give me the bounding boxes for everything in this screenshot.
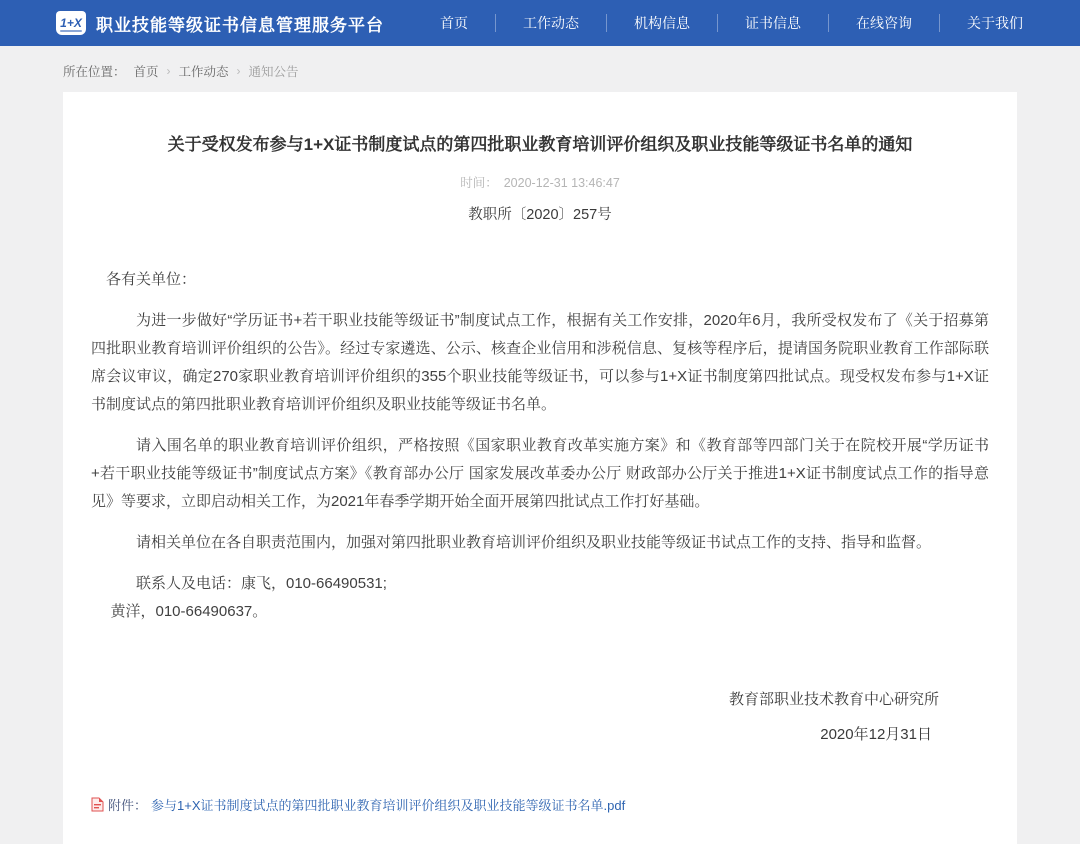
time-value: 2020-12-31 13:46:47 xyxy=(503,176,620,190)
nav-item-cert-info[interactable]: 证书信息 xyxy=(718,14,829,32)
breadcrumb-item-work-news[interactable]: 工作动态 xyxy=(178,65,229,79)
contact-line: 黄洋，010-66490637。 xyxy=(110,603,268,620)
site-title: 职业技能等级证书信息管理服务平台 xyxy=(96,15,384,35)
book-1x-logo-icon: 1+X xyxy=(56,11,86,35)
paragraph: 请入围名单的职业教育培训评价组织，严格按照《国家职业教育改革实施方案》和《教育部等四部门关于在院校开展“学历证书+若干职业技能等级证书”制度试点方案》《教育部办公厅 国家发展改革委办公厅 财政部办公厅关于推进1+X证书制度试点工作的指导意见》等要求，立即启动相关工作，为2021年春季学期开始全面开展第四批试点工作打好基础。 xyxy=(91,437,989,510)
attachment-link[interactable]: 参与1+X证书制度试点的第四批职业教育培训评价组织及职业技能等级证书名单.pdf xyxy=(151,798,626,813)
salutation: 各有关单位： xyxy=(106,271,197,288)
breadcrumb xyxy=(63,46,1017,92)
article-card xyxy=(63,92,1017,844)
chevron-right-icon: › xyxy=(236,64,241,78)
nav-item-online-consult[interactable]: 在线咨询 xyxy=(829,14,940,32)
article-title: 关于受权发布参与1+X证书制度试点的第四批职业教育培训评价组织及职业技能等级证书名单的通知 xyxy=(167,135,913,154)
nav-item-about-us[interactable]: 关于我们 xyxy=(967,15,1023,31)
document-number: 教职所〔2020〕257号 xyxy=(468,207,612,223)
signature-org: 教育部职业技术教育中心研究所 xyxy=(728,691,939,708)
article-body xyxy=(91,266,989,626)
breadcrumb-item-home[interactable]: 首页 xyxy=(133,65,159,79)
paragraph: 为进一步做好“学历证书+若干职业技能等级证书”制度试点工作，根据有关工作安排，2020年6月，我所受权发布了《关于招募第四批职业教育培训评价组织的公告》。经过专家遴选、公示、核查企业信用和涉税信息、复核等程序后，提请国务院职业教育工作部际联席会议审议，确定270家职业教育培训评价组织的355个职业技能等级证书，可以参与1+X证书制度第四批试点。现受权发布参与1+X证书制度试点的第四批职业教育培训评价组织及职业技能等级证书名单。 xyxy=(91,312,989,413)
time-label: 时间： xyxy=(460,176,498,190)
contact-line: 联系人及电话：康飞，010-66490531; xyxy=(136,575,387,592)
app-header xyxy=(0,0,1080,46)
attachment-label: 附件： xyxy=(108,798,148,813)
breadcrumb-label: 所在位置： xyxy=(63,65,126,79)
article-time xyxy=(91,173,989,191)
signature-date: 2020年12月31日 xyxy=(820,726,932,743)
breadcrumb-item-current: 通知公告 xyxy=(248,65,299,79)
paragraph: 请相关单位在各自职责范围内，加强对第四批职业教育培训评价组织及职业技能等级证书试点工作的支持、指导和监督。 xyxy=(136,534,932,551)
signature-block xyxy=(91,688,989,747)
nav-item-home[interactable]: 首页 xyxy=(413,14,496,32)
attachment-row xyxy=(91,795,989,814)
nav-item-org-info[interactable]: 机构信息 xyxy=(607,14,718,32)
pdf-file-icon xyxy=(91,797,104,812)
main-nav xyxy=(413,0,1050,46)
chevron-right-icon: › xyxy=(166,64,171,78)
brand[interactable] xyxy=(56,11,384,36)
nav-item-work-news[interactable]: 工作动态 xyxy=(496,14,607,32)
